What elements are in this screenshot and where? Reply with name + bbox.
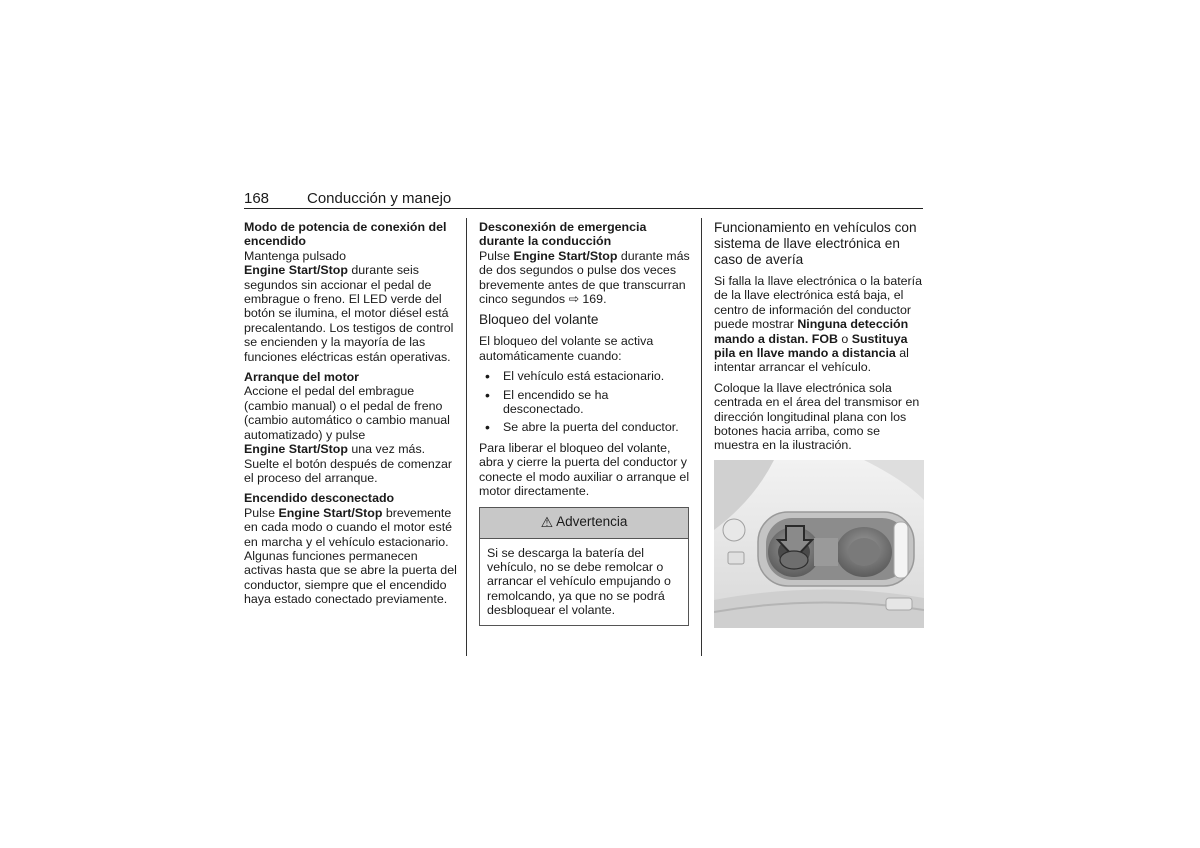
column-divider: [701, 218, 702, 656]
paragraph: [479, 249, 691, 307]
bullet-list: [479, 369, 691, 435]
column-3: [714, 220, 926, 459]
paragraph: [244, 263, 458, 364]
page-ref: 169.: [578, 292, 607, 307]
paragraph: [244, 506, 458, 607]
display-message: Sustituya pila en llave mando a distancia: [714, 331, 908, 361]
section-ignition-off: [244, 491, 458, 606]
warning-text: Si se descarga la batería del vehículo, no se debe remolcar o arrancar el vehículo empujando o remolcando, ya que no se podrá desbloquear el volante.: [487, 545, 671, 618]
text-run: Pulse: [479, 248, 514, 263]
display-message: Ninguna detección mando a distan. FOB: [714, 317, 909, 346]
text-run: una vez más. Suelte el botón después de comenzar el proceso del arranque.: [244, 442, 453, 485]
section-heading: Modo de potencia de conexión del encendido: [244, 220, 447, 249]
section-heading-keyless-failure: Funcionamiento en vehículos con sistema de llave electrónica en caso de avería: [714, 220, 917, 267]
list-item: • El encendido se ha desconectado.: [479, 388, 691, 417]
inline-button-label: Engine Start/Stop: [513, 248, 618, 263]
page-number: 168: [244, 190, 270, 207]
list-item: • El vehículo está estacionario.: [479, 369, 691, 383]
list-item: • Se abre la puerta del conductor.: [479, 420, 691, 434]
section-heading-steering-lock: Bloqueo del volante: [479, 312, 599, 328]
paragraph: Para liberar el bloqueo del volante, abra y cierre la puerta del conductor y conecte el modo auxiliar o arranque el motor directamente.: [479, 440, 690, 499]
warning-title: Advertencia: [556, 514, 628, 530]
text-run: al intentar arrancar el vehículo.: [714, 346, 909, 375]
column-2: [479, 220, 691, 626]
section-heading: Encendido desconectado: [244, 491, 395, 506]
paragraph: [244, 442, 458, 485]
paragraph: [714, 274, 926, 375]
text-run: brevemente en cada modo o cuando el motor esté en marcha y el vehículo estacionario. Algunas funciones permanecen activas hasta que se abre la puerta del conductor, siempre que el encendido haya estado conectado previamente.: [244, 505, 457, 607]
console-illustration: [714, 460, 924, 628]
text-run: Si falla la llave electrónica o la batería de la llave electrónica está baja, el centro de información del conductor puede mostrar: [714, 274, 923, 332]
page-ref-arrow-icon: ⇨: [568, 292, 579, 307]
text-run: durante más de dos segundos o pulse dos veces brevemente antes de que transcurran cinco segundos: [479, 248, 690, 307]
column-1: [244, 220, 458, 613]
section-power-mode: [244, 220, 458, 364]
inline-button-label: Engine Start/Stop: [278, 505, 383, 520]
warning-triangle-icon: ⚠: [540, 514, 554, 531]
paragraph: Coloque la llave electrónica sola centrada en el área del transmisor en dirección longitudinal plana con los botones hacia arriba, como se muestra en la ilustración.: [714, 380, 920, 453]
text-run: Pulse: [244, 505, 279, 520]
inline-button-label: Engine Start/Stop: [244, 442, 348, 457]
text-run: durante seis segundos sin accionar el pedal de embrague o freno. El LED verde del botón se ilumina, el motor diésel está precalentando. Los testigos de control se encienden y la mayoría de las funciones eléctricas están operativas.: [244, 263, 454, 364]
inline-button-label: Engine Start/Stop: [244, 263, 348, 278]
illustration-key-placement: [714, 460, 924, 628]
paragraph: Accione el pedal del embrague (cambio manual) o el pedal de freno (cambio automático o cambio manual automatizado) y pulse: [244, 384, 450, 442]
column-divider: [466, 218, 467, 656]
page-header: [244, 190, 923, 209]
text-run: o: [837, 331, 852, 346]
warning-box: [479, 507, 689, 626]
section-engine-start: [244, 370, 458, 485]
section-heading: Desconexión de emergencia durante la conducción: [479, 220, 647, 249]
warning-header: [480, 508, 688, 539]
section-emergency-shutoff: [479, 220, 691, 306]
paragraph: El bloqueo del volante se activa automáticamente cuando:: [479, 334, 654, 363]
section-heading: Arranque del motor: [244, 370, 359, 385]
chapter-title: Conducción y manejo: [307, 190, 452, 207]
paragraph: Mantenga pulsado: [244, 248, 346, 263]
